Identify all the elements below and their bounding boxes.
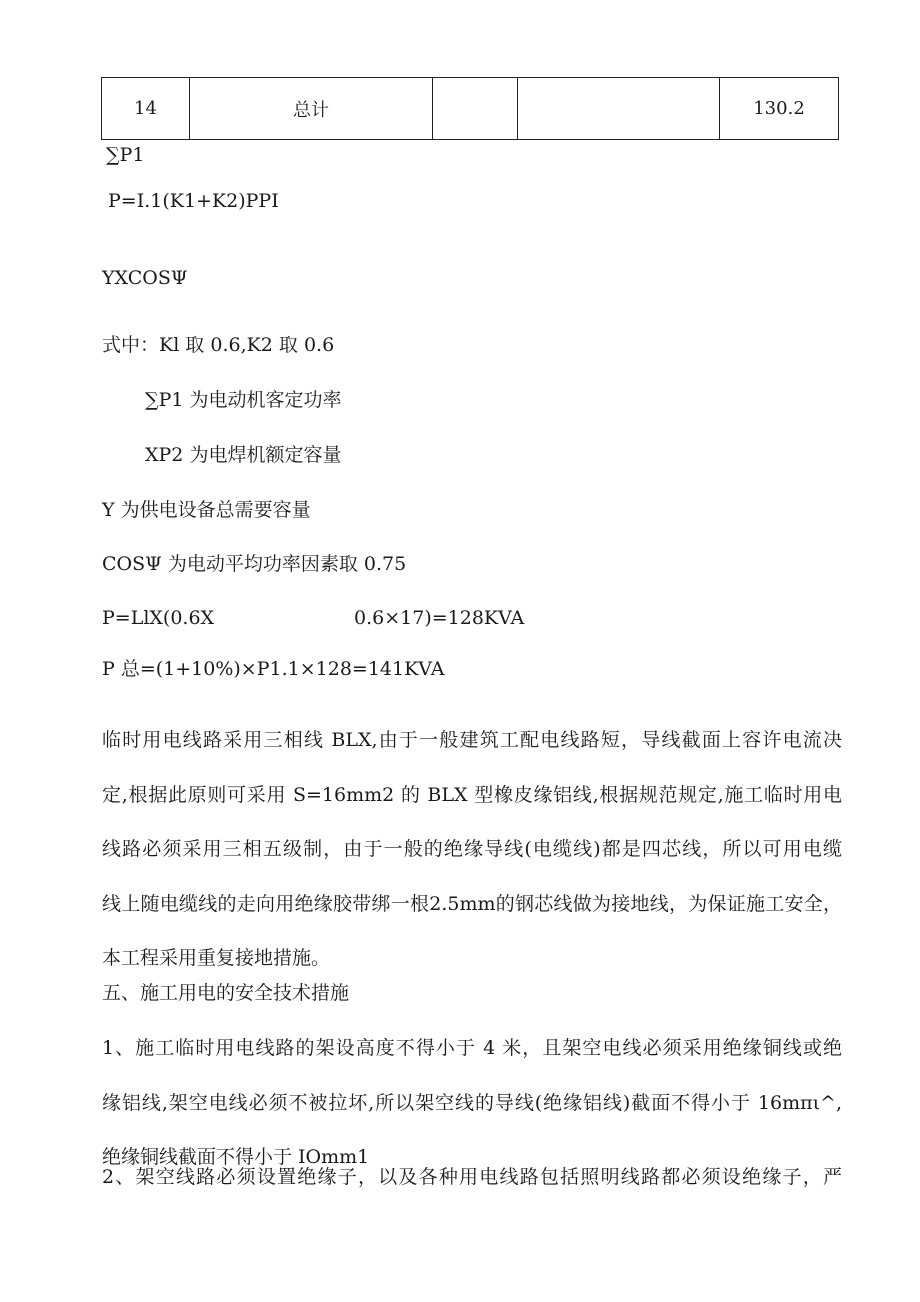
sum-p1-line: ∑P1 [106, 144, 145, 166]
paragraph-wiring [102, 713, 842, 986]
item-line: 缘铝线,架空电线必须不被拉坏,所以架空线的导线(绝缘铝线)截面不得小于 16mπι^, [102, 1091, 842, 1114]
paragraph-line: 线上随电缆线的走向用绝缘胶带绑一根2.5mm的钢芯线做为接地线，为保证施工安全， [102, 892, 842, 915]
row-total-cell: 130.2 [720, 78, 839, 140]
paragraph-line: 本工程采用重复接地措施。 [102, 947, 331, 969]
item-line: 2、架空线路必须设置绝缘子，以及各种用电线路包括照明线路都必须设绝缘子，严 [102, 1166, 842, 1188]
summary-table [101, 77, 839, 140]
item-line: 1、施工临时用电线路的架设高度不得小于 4 米，且架空电线必须采用绝缘铜线或绝 [102, 1037, 842, 1059]
section-heading-text: 五、施工用电的安全技术措施 [102, 982, 350, 1004]
paragraph-line: 线路必须采用三相五级制，由于一般的绝缘导线(电缆线)都是四芯线，所以可用电缆 [102, 838, 842, 860]
p-formula-line: P=I.1(K1+K2)PPI [108, 190, 279, 212]
section-heading [102, 966, 842, 1021]
def-p2-line: XP2 为电焊机额定容量 [145, 444, 342, 466]
def-y-line: Y 为供电设备总需要容量 [102, 499, 311, 521]
denominator-line: YXCOSΨ [102, 267, 188, 289]
def-cos-line: COSΨ 为电动平均功率因素取 0.75 [102, 553, 407, 575]
table-row [102, 78, 839, 140]
row-label-cell: 总计 [190, 78, 433, 140]
row-empty-cell-1 [433, 78, 518, 140]
calc-p-right: 0.6×17)=128KVA [354, 607, 525, 629]
row-empty-cell-2 [518, 78, 720, 140]
paragraph-line: 定,根据此原则可采用 S=16mm2 的 BLX 型橡皮缘铝线,根据规范规定,施工临时用电 [102, 783, 842, 806]
calc-p-left: P=LlX(0.6X [102, 607, 215, 629]
def-p1-line: ∑P1 为电动机客定功率 [145, 389, 342, 411]
calc-total-line: P 总=(1+10%)×P1.1×128=141KVA [102, 658, 445, 680]
row-index-cell: 14 [102, 78, 190, 140]
item-line: 绝缘铜线截面不得小于 IOmm1 [102, 1146, 370, 1168]
item-2 [102, 1150, 842, 1205]
where-line: 式中：Kl 取 0.6,K2 取 0.6 [102, 334, 335, 356]
paragraph-line: 临时用电线路采用三相线 BLX,由于一般建筑工配电线路短，导线截面上容许电流决 [102, 729, 842, 751]
